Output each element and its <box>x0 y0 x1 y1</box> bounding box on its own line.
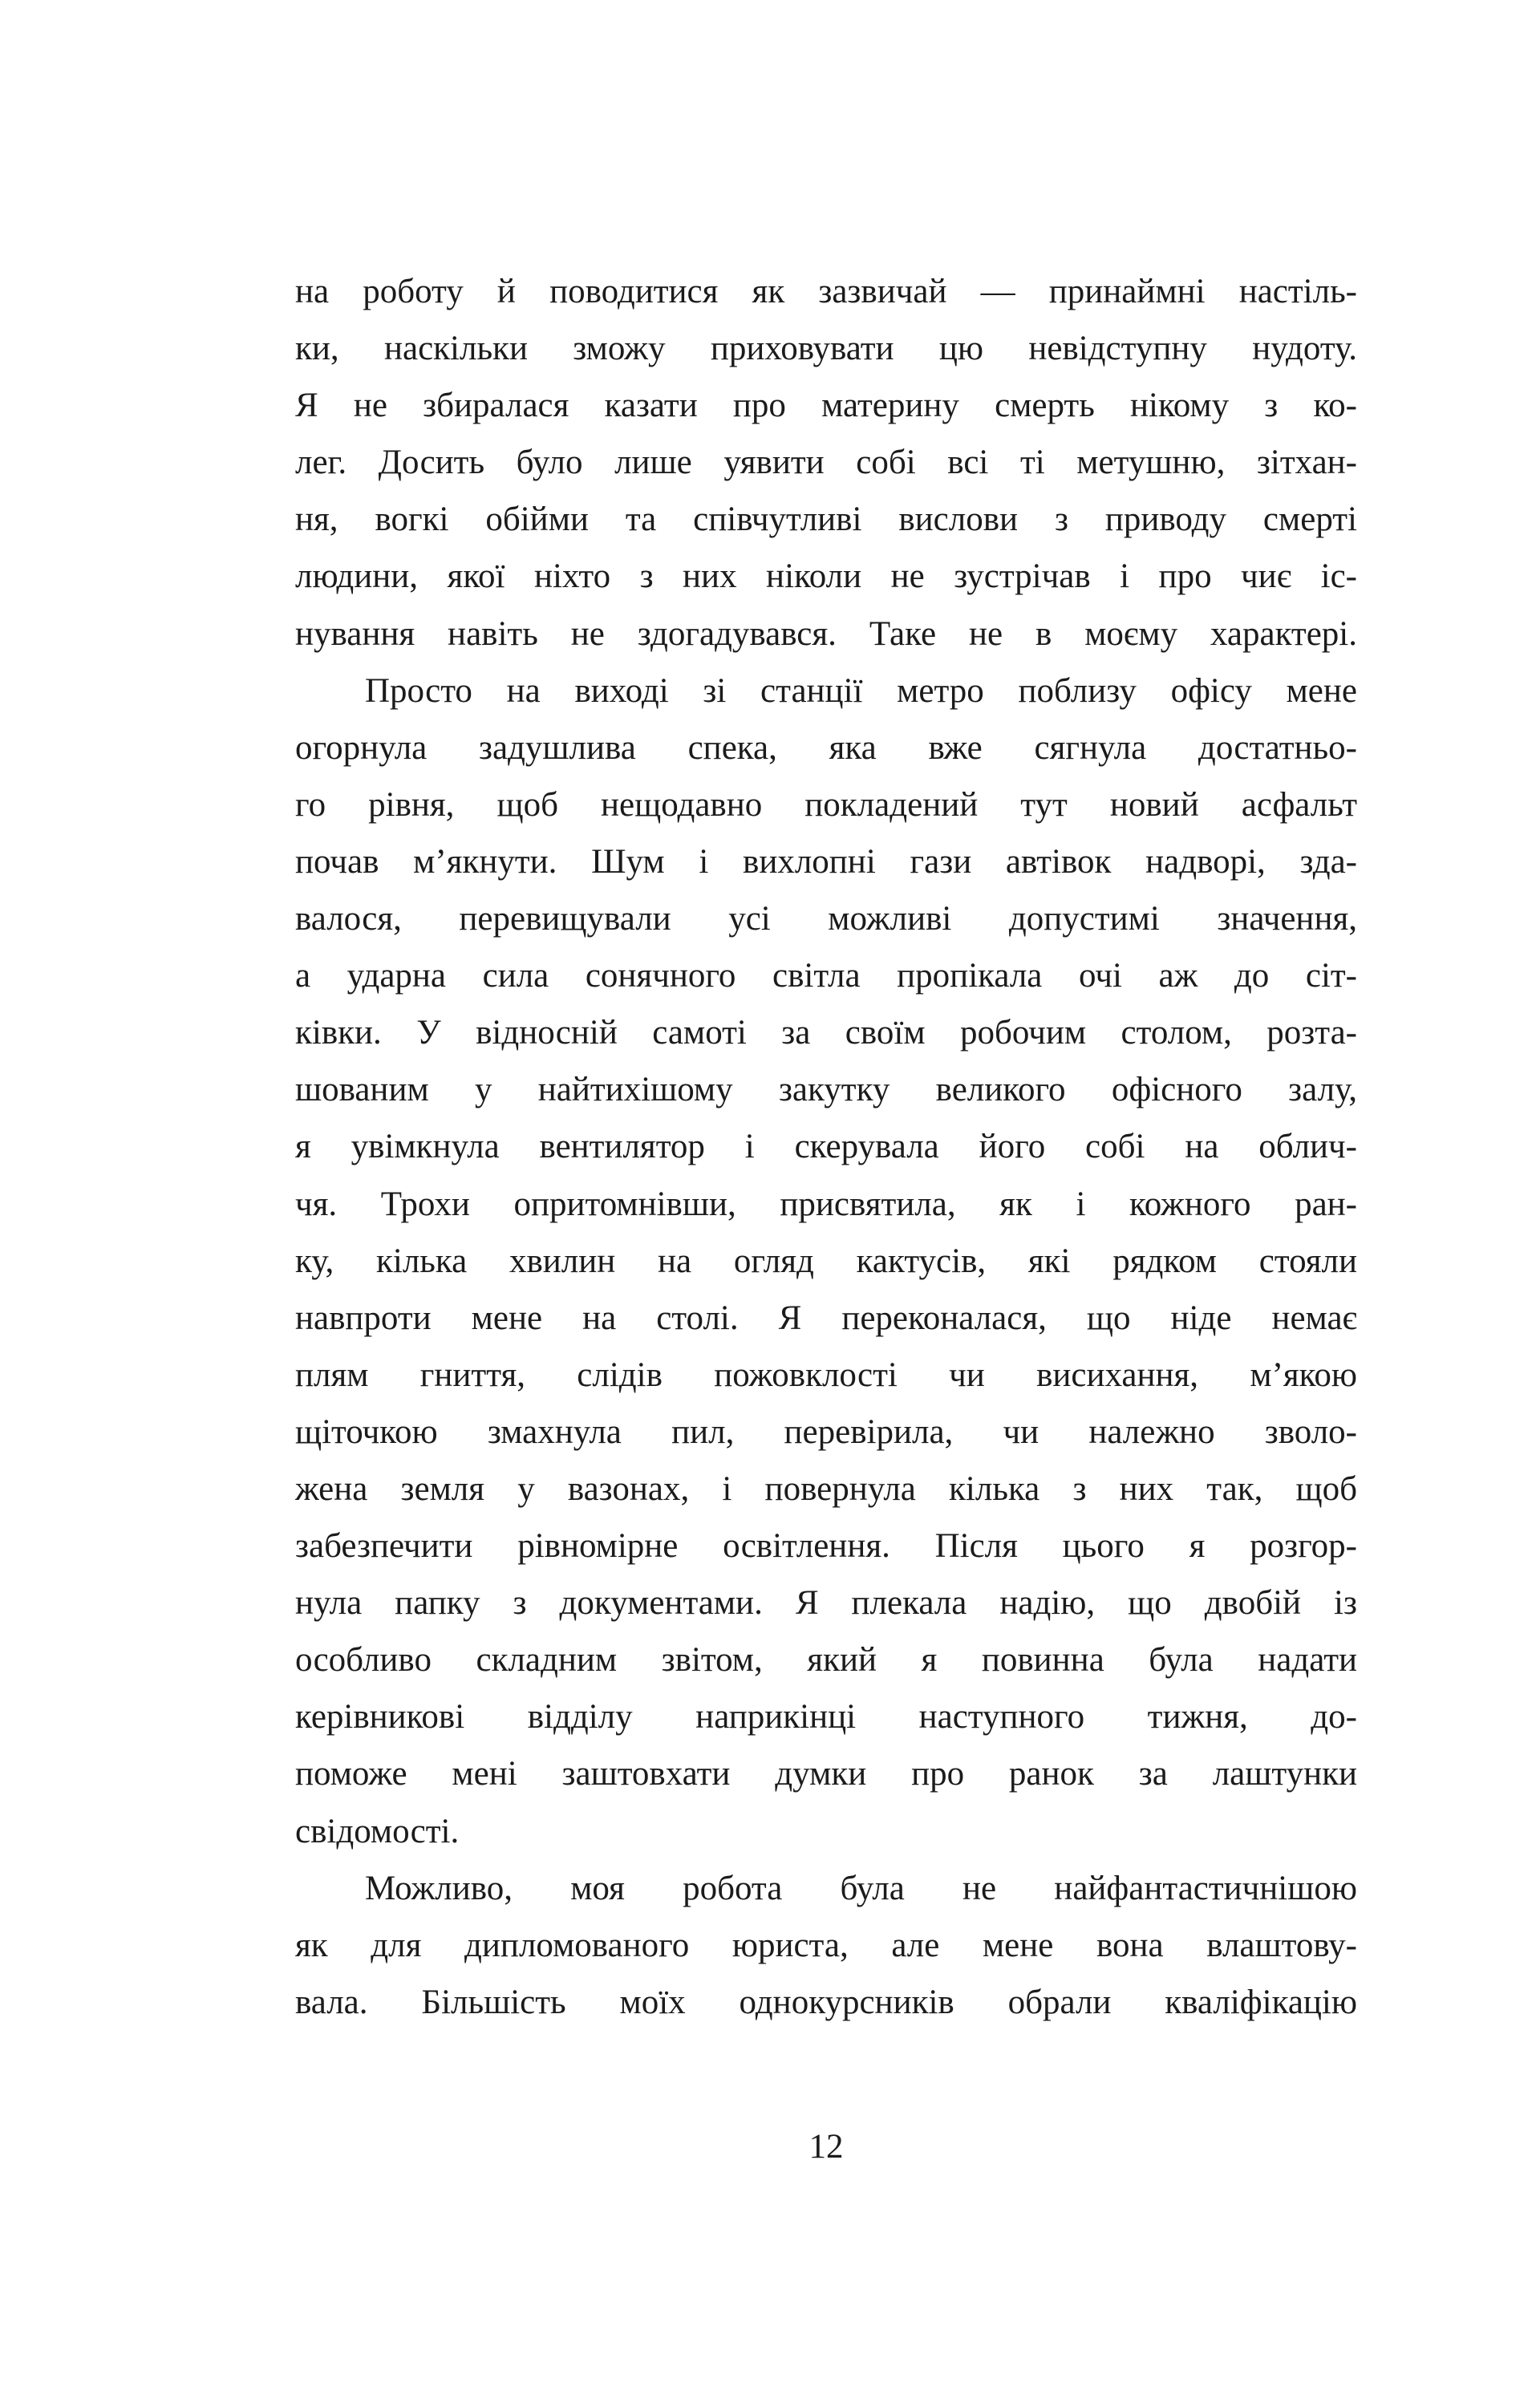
text-line: плям гниття, слідів пожовклості чи висихання, м’якою <box>295 1356 1357 1394</box>
text-line: ки, наскільки зможу приховувати цю невідступну нудоту. <box>295 330 1357 368</box>
text-line: людини, якої ніхто з них ніколи не зустрічав і про чиє іс- <box>295 557 1357 596</box>
text-line-first: Просто на виході зі станції метро поблизу офісу мене <box>365 671 1357 710</box>
text-line: вала. Більшість моїх однокурсників обрали кваліфікацію <box>295 1983 1357 2021</box>
text-line: як для дипломованого юриста, але мене вона влаштову- <box>295 1926 1357 1964</box>
text-line: ня, вогкі обійми та співчутливі вислови з приводу смерті <box>295 500 1357 539</box>
text-line: огорнула задушлива спека, яка вже сягнула достатньо- <box>295 728 1357 767</box>
paragraph-3 <box>295 1860 1357 2031</box>
text-line: нула папку з документами. Я плекала надію, що двобій із <box>295 1584 1357 1623</box>
body-text <box>295 263 1357 2031</box>
paragraph-1 <box>295 263 1357 663</box>
text-line: валося, перевищували усі можливі допустимі значення, <box>295 900 1357 938</box>
text-line: а ударна сила сонячного світла пропікала очі аж до сіт- <box>295 957 1357 995</box>
text-line: нування навіть не здогадувався. Таке не в моєму характері. <box>295 614 1357 653</box>
text-line: навпроти мене на столі. Я переконалася, що ніде немає <box>295 1299 1357 1337</box>
page-number: 12 <box>808 2128 844 2166</box>
text-line: жена земля у вазонах, і повернула кілька з них так, щоб <box>295 1469 1357 1508</box>
text-line: забезпечити рівномірне освітлення. Після цього я розгор- <box>295 1527 1357 1566</box>
text-line: почав м’якнути. Шум і вихлопні гази автівок надворі, зда- <box>295 842 1357 881</box>
text-line: шованим у найтихішому закутку великого офісного залу, <box>295 1071 1357 1109</box>
text-line: поможе мені заштовхати думки про ранок за лаштунки <box>295 1755 1357 1793</box>
text-line: лег. Досить було лише уявити собі всі ті метушню, зітхан- <box>295 444 1357 482</box>
text-line: на роботу й поводитися як зазвичай — принаймні настіль- <box>295 273 1357 310</box>
text-line: керівникові відділу наприкінці наступного тижня, до- <box>295 1698 1357 1736</box>
text-line: щіточкою змахнула пил, перевірила, чи належно зволо- <box>295 1412 1357 1451</box>
text-line: го рівня, щоб нещодавно покладений тут новий асфальт <box>295 785 1357 824</box>
text-line-last: свідомості. <box>295 1812 460 1850</box>
text-line: ку, кілька хвилин на огляд кактусів, які рядком стояли <box>295 1242 1357 1280</box>
text-line: чя. Трохи опритомнівши, присвятила, як і кожного ран- <box>295 1185 1357 1223</box>
text-line: Я не збиралася казати про материну смерть нікому з ко- <box>295 387 1357 425</box>
text-line-first: Можливо, моя робота була не найфантастичнішою <box>365 1869 1357 1907</box>
text-line: ківки. У відносній самоті за своїм робочим столом, розта- <box>295 1014 1357 1052</box>
text-line: я увімкнула вентилятор і скерувала його собі на облич- <box>295 1128 1357 1166</box>
text-line: особливо складним звітом, який я повинна була надати <box>295 1641 1357 1680</box>
paragraph-2 <box>295 663 1357 1860</box>
